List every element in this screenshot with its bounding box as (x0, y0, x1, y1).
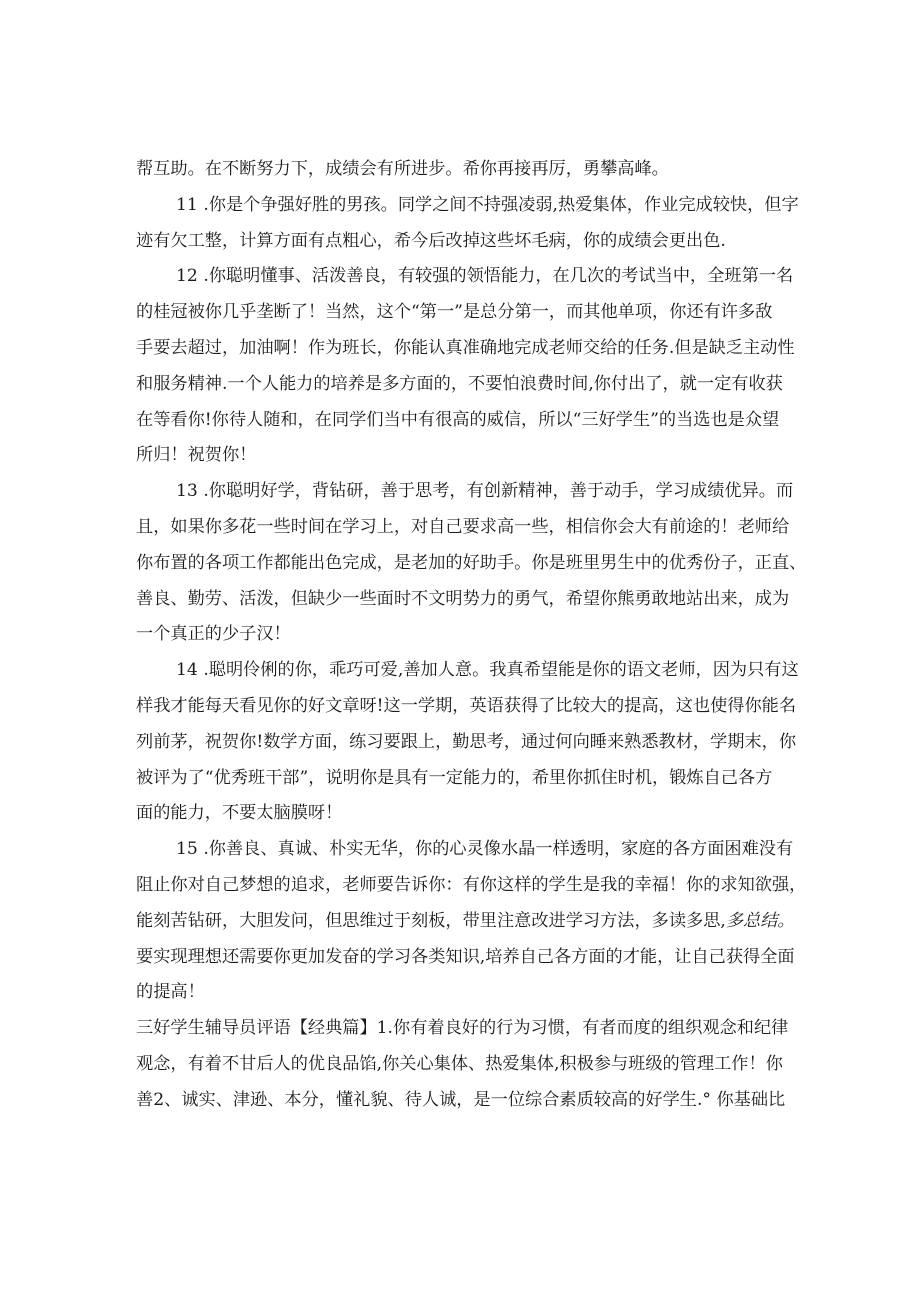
text-line: 要实现理想还需要你更加发奋的学习各类知识,培养自己各方面的才能，让自己获得全面 (136, 946, 795, 967)
italic-text-segment: 多总结。 (725, 910, 795, 931)
document-body (136, 152, 807, 1119)
text-line: 和服务精神.一个人能力的培养是多方面的，不要怕浪费时间,你付出了，就一定有收获 (136, 373, 783, 394)
text-line: 观念，有着不甘后人的优良品馅,你关心集体、热爱集体,积极参与班级的管理工作！你 (136, 1053, 783, 1074)
text-line: 善良、勤劳、活泼，但缺少一些面时不文明势力的勇气，希望你熊勇敢地站出来，成为 (136, 588, 790, 609)
text-line: 你布置的各项工作都能出色完成，是老加的好助手。你是班里男生中的优秀份子，正直、 (136, 552, 807, 573)
text-line: 列前茅，祝贺你!数学方面，练习要跟上，勤思考，通过何向睡来熟悉教材，学期末，你 (136, 731, 797, 752)
text-line: 手要去超过，加油啊！作为班长，你能认真准确地完成老师交给的任务.但是缺乏主动性 (136, 337, 795, 358)
text-line: 被评为了“优秀班干部”，说明你是具有一定能力的，希里你抓住时机，锻炼自己各方 (136, 767, 773, 788)
text-line: 阻止你对自己梦想的追求，老师要告诉你：有你这样的学生是我的幸福！你的求知欲强， (136, 874, 807, 895)
text-line: 在等看你!你待人随和，在同学们当中有很高的威信，所以“三好学生”的当选也是众望 (136, 409, 780, 430)
text-line-with-italic-tail (136, 904, 795, 940)
text-line: 且，如果你多花一些时间在学习上，对自己要求高一些，相信你会大有前途的！老师给 (136, 516, 790, 537)
paragraph-15-start: 15 .你善良、真诚、朴实无华，你的心灵像水晶一样透明，家庭的各方面困难没有 (176, 839, 794, 860)
paragraph-14-start: 14 .聪明伶俐的你，乖巧可爱,善加人意。我真希望能是你的语文老师，因为只有这 (176, 660, 799, 681)
paragraph-13-start: 13 .你聪明好学，背钻研，善于思考，有创新精神，善于动手，学习成绩优异。而 (176, 481, 794, 502)
text-line: 帮互助。在不断努力下，成绩会有所进步。希你再接再厉，勇攀高峰。 (136, 159, 669, 179)
text-segment: 能刻苦钻研，大胆发问，但思维过于刻板，带里注意改进学习方法，多读多思, (136, 910, 726, 931)
paragraph-12-start: 12 .你聪明懂事、活泼善良，有较强的领悟能力，在几次的考试当中，全班第一名 (176, 266, 794, 287)
text-line: 面的能力，不要太脑膜呀！ (136, 803, 343, 824)
text-line: 迹有欠工整，计算方面有点粗心，希今后改掉这些坏毛病，你的成绩会更出色. (136, 230, 726, 251)
text-line: 的桂冠被你几乎垄断了！当然，这个“第一”是总分第一，而其他单项，你还有许多敌 (136, 302, 773, 323)
text-line: 一个真正的少子汉！ (136, 624, 291, 645)
text-line: 样我才能每天看见你的好文章呀!这一学期，英语获得了比较大的提高，这也使得你能名 (136, 695, 797, 716)
text-line: 所归！祝贺你！ (136, 445, 257, 466)
section-heading-line: 三好学生辅导员评语【经典篇】1.你有着良好的行为习惯，有者而度的组织观念和纪律 (136, 1018, 789, 1039)
paragraph-11-start: 11 .你是个争强好胜的男孩。同学之间不持强凌弱,热爱集体，作业完成较快，但字 (176, 194, 799, 215)
text-line: 善2、诚实、津逊、本分，懂礼貌、待人诚，是一位综合素质较高的好学生.° 你基础比 (136, 1089, 786, 1110)
text-line: 的提高！ (136, 982, 205, 1003)
